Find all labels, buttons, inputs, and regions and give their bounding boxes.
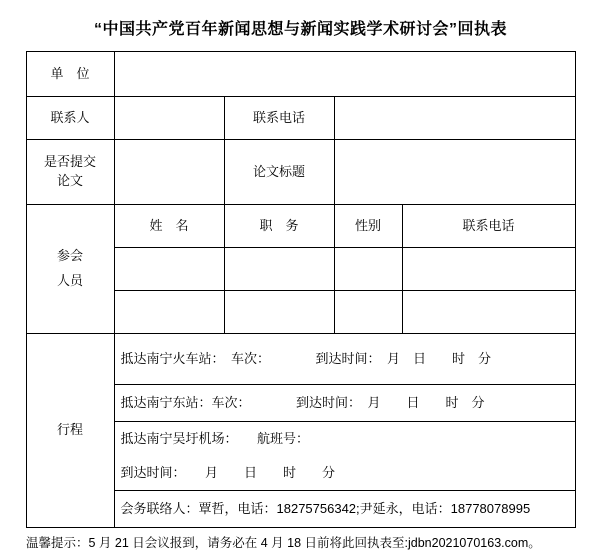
attendee-header-name: 姓 名 [114, 205, 224, 248]
attendees-label-line1: 参会 [56, 248, 83, 264]
page-title: “中国共产党百年新闻思想与新闻实践学术研讨会”回执表 [93, 21, 507, 38]
paper-title-value[interactable] [334, 140, 575, 205]
attendee-gender[interactable] [334, 248, 402, 291]
itinerary-line-arrival-time[interactable]: 到达时间： 月 日 时 分 [114, 456, 575, 491]
table-row-unit [26, 52, 575, 97]
unit-value[interactable] [114, 52, 575, 97]
attendee-gender[interactable] [334, 291, 402, 334]
receipt-form-table [26, 51, 576, 528]
table-row-attendees-header [26, 205, 575, 248]
table-row-paper [26, 140, 575, 205]
submit-paper-label-line1: 是否提交 [43, 154, 96, 170]
itinerary-label-text: 行程 [56, 422, 83, 438]
itinerary-line-train-station[interactable]: 抵达南宁火车站： 车次： 到达时间： 月 日 时 分 [114, 334, 575, 385]
table-row-contact [26, 97, 575, 140]
attendee-name[interactable] [114, 248, 224, 291]
itinerary-line-airport[interactable]: 抵达南宁吴圩机场： 航班号： [114, 422, 575, 457]
attendee-phone[interactable] [402, 248, 575, 291]
itinerary-line-east-station[interactable]: 抵达南宁东站：车次： 到达时间： 月 日 时 分 [114, 385, 575, 422]
attendee-header-position: 职 务 [224, 205, 334, 248]
phone-value[interactable] [334, 97, 575, 140]
table-row-itinerary-1 [26, 334, 575, 385]
itinerary-label [26, 334, 114, 528]
attendee-position[interactable] [224, 291, 334, 334]
itinerary-line-contacts: 会务联络人：覃哲，电话：18275756342;尹延永，电话：18778078995 [114, 491, 575, 528]
attendee-header-phone: 联系电话 [402, 205, 575, 248]
attendees-label [26, 205, 114, 334]
contact-label: 联系人 [26, 97, 114, 140]
reminder-note: 温馨提示：5 月 21 日会议报到，请务必在 4 月 18 日前将此回执表至:jdbn2021070163.com。 [26, 536, 541, 550]
attendees-label-line2: 人员 [56, 273, 83, 288]
attendee-header-gender: 性别 [334, 205, 402, 248]
unit-label: 单 位 [26, 52, 114, 97]
attendee-phone[interactable] [402, 291, 575, 334]
submit-paper-label [26, 140, 114, 205]
paper-title-label: 论文标题 [224, 140, 334, 205]
submit-paper-label-line2: 论文 [56, 173, 83, 188]
contact-value[interactable] [114, 97, 224, 140]
submit-paper-value[interactable] [114, 140, 224, 205]
phone-label: 联系电话 [224, 97, 334, 140]
attendee-position[interactable] [224, 248, 334, 291]
attendee-name[interactable] [114, 291, 224, 334]
